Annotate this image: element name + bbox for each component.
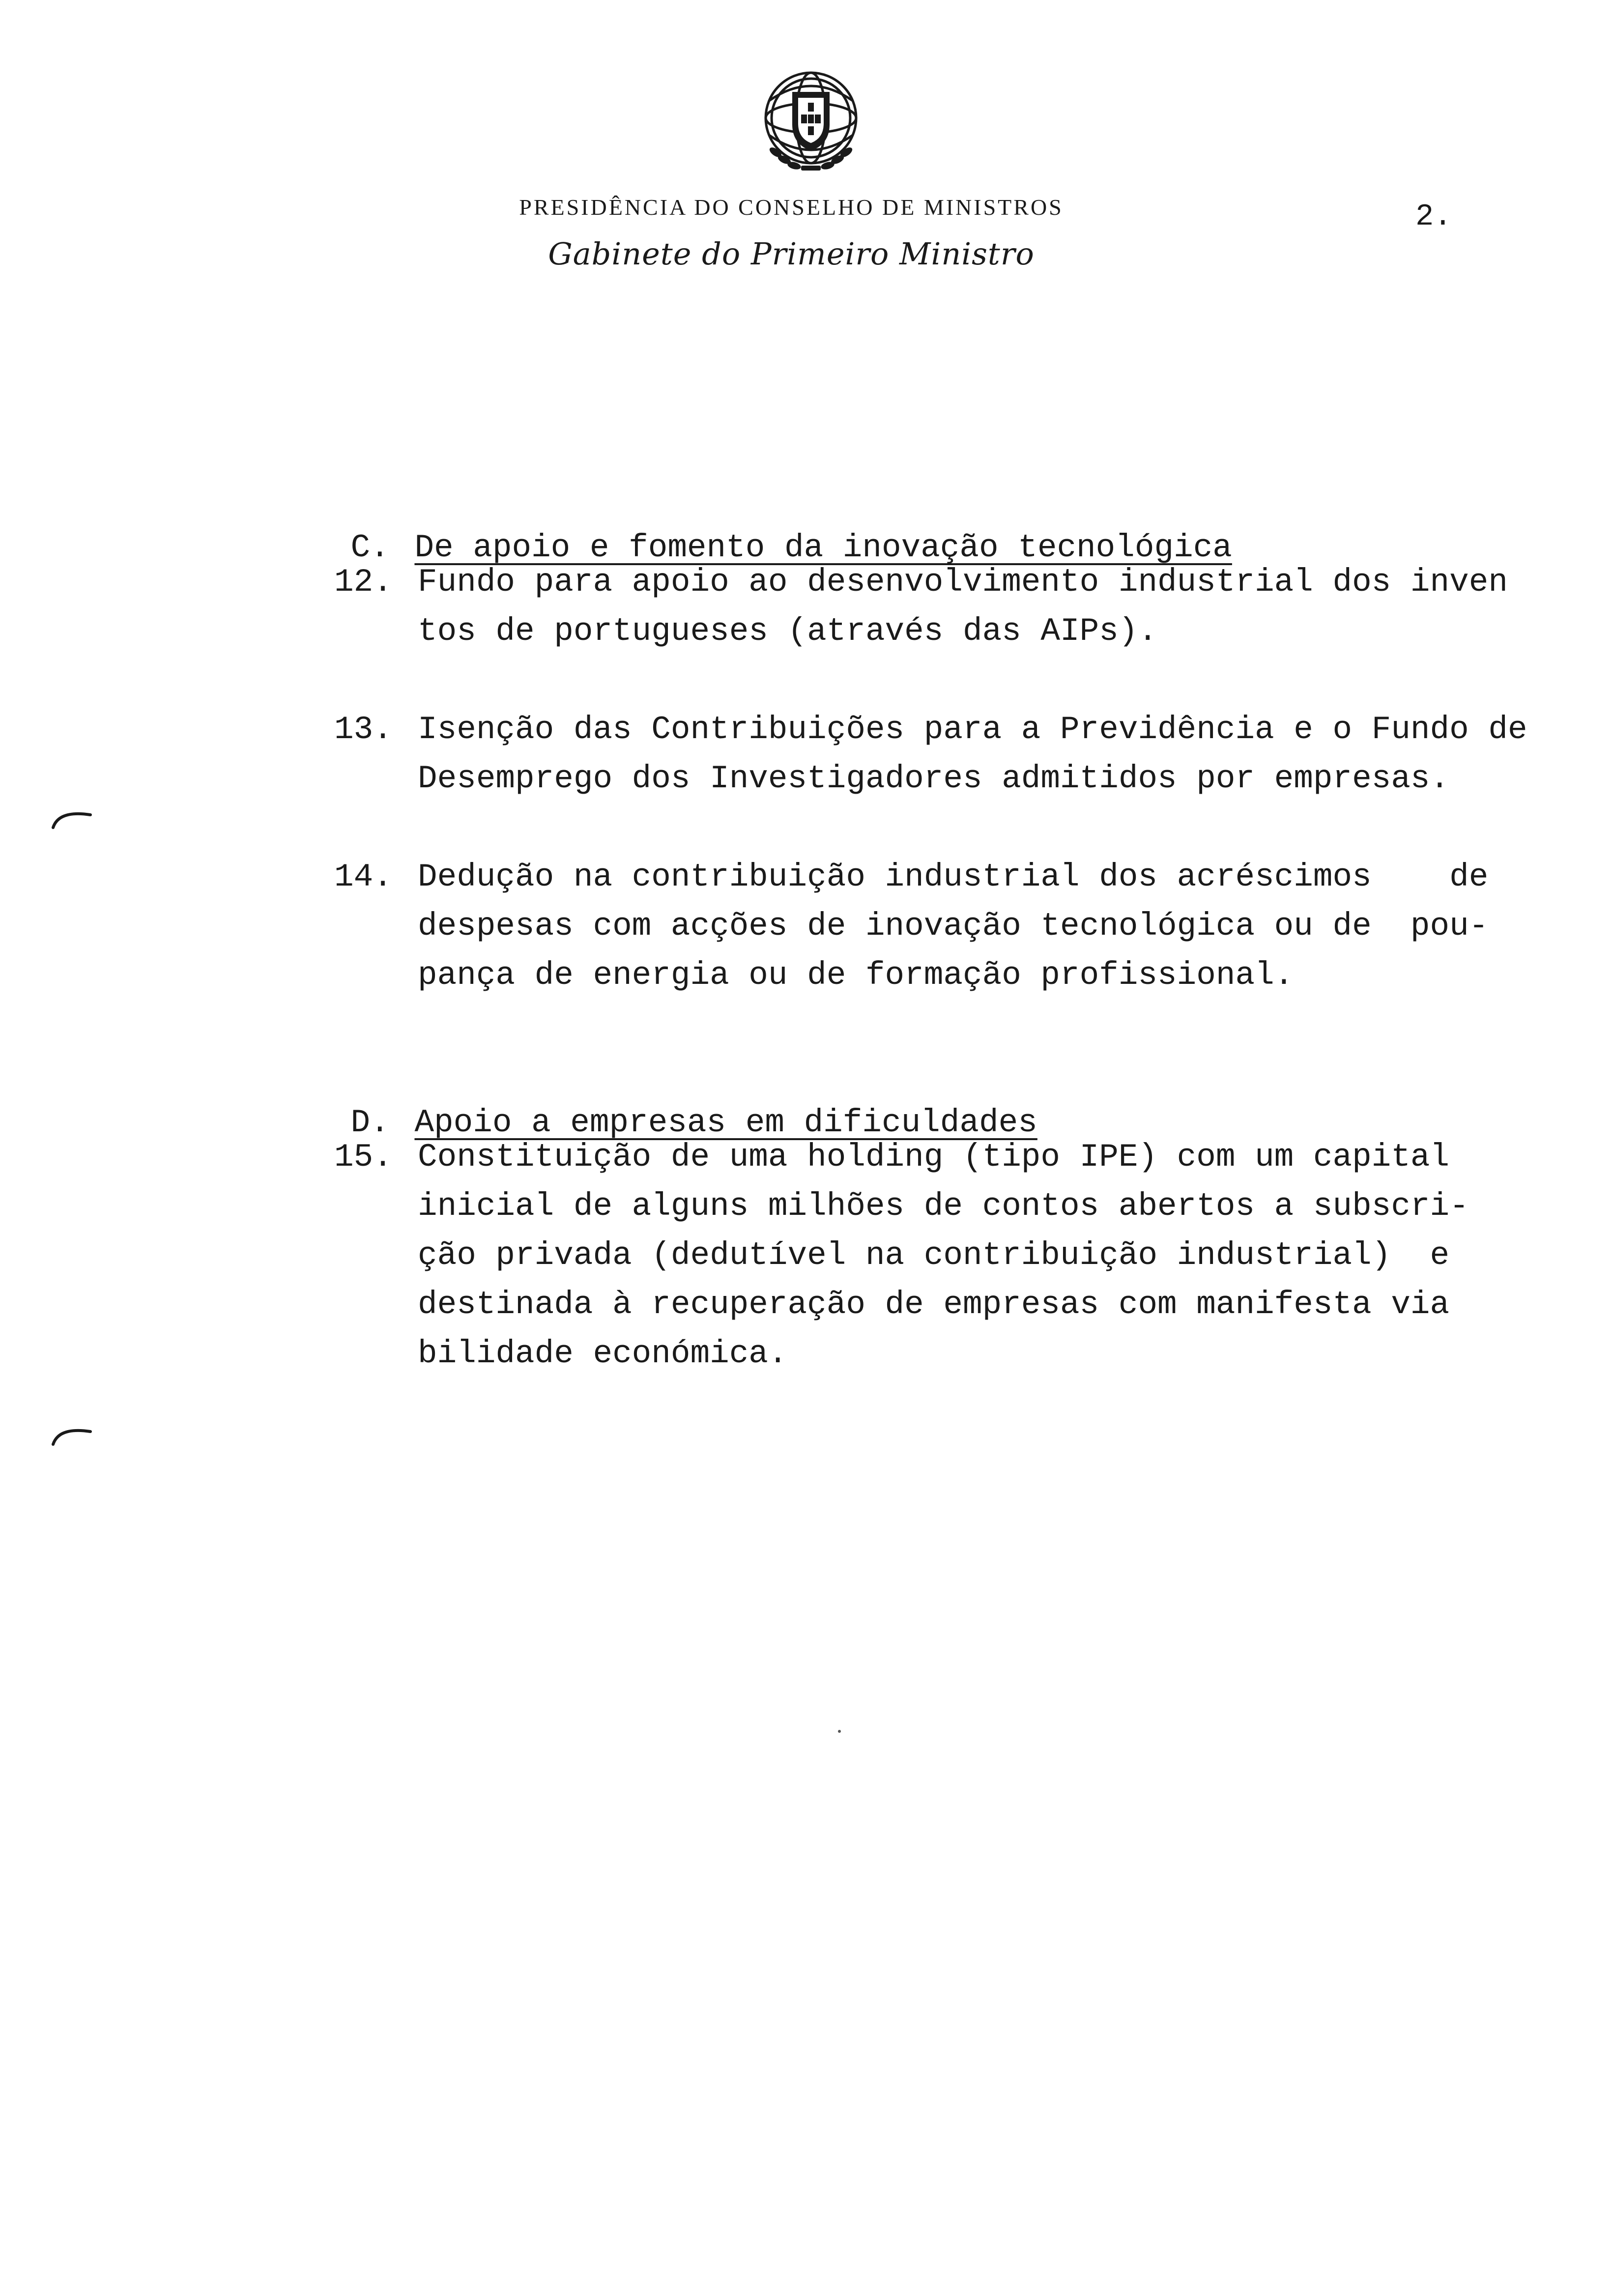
item-number: 12. (334, 564, 393, 601)
scan-speck (838, 1730, 841, 1733)
page-number: 2. (1415, 199, 1452, 234)
item-line: inicial de alguns milhões de contos abertos a subscri- (418, 1188, 1469, 1225)
item-line: pança de energia ou de formação profissional. (418, 957, 1294, 994)
item-line: Dedução na contribuição industrial dos acréscimos de (418, 859, 1489, 895)
item-line: Desemprego dos Investigadores admitidos por empresas. (418, 760, 1450, 797)
item-number: 15. (334, 1139, 393, 1176)
item-number: 14. (334, 859, 393, 895)
section-title: Apoio a empresas em dificuldades (414, 1104, 1037, 1141)
item-line: bilidade económica. (418, 1335, 788, 1372)
section-letter: D. (350, 1104, 390, 1141)
coat-of-arms-icon (752, 61, 870, 179)
item-line: destinada à recuperação de empresas com manifesta via (418, 1286, 1450, 1323)
item-number: 13. (334, 711, 393, 748)
item-line: despesas com acções de inovação tecnológica ou de pou- (418, 908, 1489, 945)
binder-hole-mark-icon (49, 1423, 93, 1447)
section-title: De apoio e fomento da inovação tecnológica (414, 529, 1232, 566)
binder-hole-mark-icon (49, 806, 93, 831)
cabinet-subtitle: Gabinete do Primeiro Ministro (548, 236, 1035, 272)
item-line: Constituição de uma holding (tipo IPE) com um capital (418, 1139, 1450, 1176)
item-line: ção privada (dedutível na contribuição industrial) e (418, 1237, 1450, 1274)
item-line: Isenção das Contribuições para a Previdência e o Fundo de (418, 711, 1527, 748)
ministry-title: PRESIDÊNCIA DO CONSELHO DE MINISTROS (519, 195, 1064, 220)
item-line: Fundo para apoio ao desenvolvimento industrial dos inven (418, 564, 1508, 601)
section-letter: C. (350, 529, 390, 566)
item-line: tos de portugueses (através das AIPs). (418, 613, 1158, 650)
